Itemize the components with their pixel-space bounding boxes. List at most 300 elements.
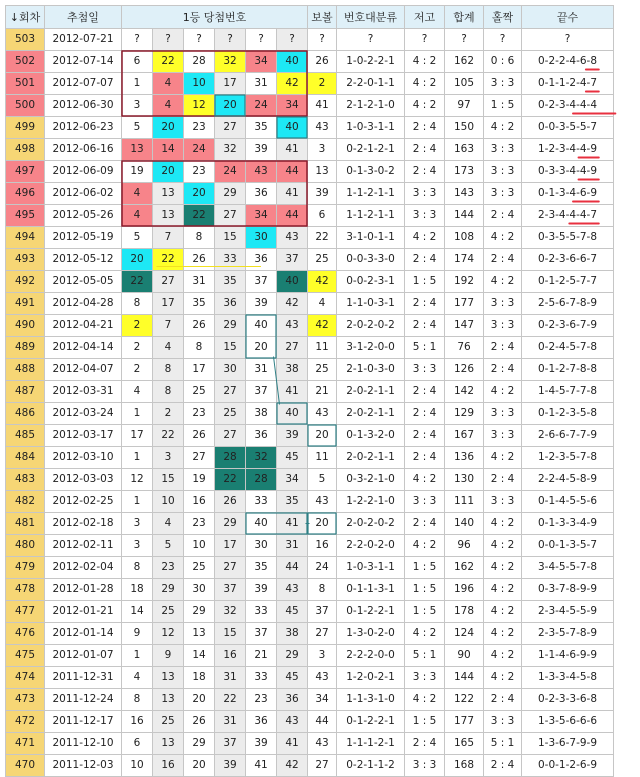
- winning-number-cell: 43: [246, 161, 277, 183]
- winning-number-cell: 41: [277, 513, 308, 535]
- sum-cell: 96: [445, 535, 484, 557]
- winning-number-cell: 25: [215, 403, 246, 425]
- round-cell: 501: [6, 73, 45, 95]
- odd-even-cell: 3 : 3: [484, 403, 522, 425]
- table-row[interactable]: [6, 447, 614, 469]
- distribution-cell: 0-1-2-2-1: [337, 711, 405, 733]
- winning-number-cell: 35: [246, 557, 277, 579]
- header-row: [6, 6, 614, 29]
- winning-number-cell: 4: [122, 667, 153, 689]
- winning-number-cell: 29: [215, 183, 246, 205]
- winning-number-cell: 20: [184, 689, 215, 711]
- odd-even-cell: ?: [484, 29, 522, 51]
- odd-even-cell: 5 : 1: [484, 733, 522, 755]
- winning-number-cell: 20: [122, 249, 153, 271]
- sum-cell: 140: [445, 513, 484, 535]
- winning-number-cell: 23: [184, 403, 215, 425]
- table-row[interactable]: [6, 579, 614, 601]
- distribution-cell: 2-2-0-2-0: [337, 535, 405, 557]
- winning-number-cell: 27: [184, 447, 215, 469]
- round-cell: 491: [6, 293, 45, 315]
- distribution-cell: 3-1-0-1-1: [337, 227, 405, 249]
- bonus-number-cell: 16: [308, 535, 337, 557]
- winning-number-cell: 23: [184, 513, 215, 535]
- winning-number-cell: 32: [215, 601, 246, 623]
- table-row[interactable]: [6, 623, 614, 645]
- sum-cell: 168: [445, 755, 484, 777]
- sum-cell: 143: [445, 183, 484, 205]
- winning-number-cell: 31: [246, 73, 277, 95]
- header-number-distribution[interactable]: 번호대분류: [337, 6, 405, 29]
- date-cell: 2012-06-16: [45, 139, 122, 161]
- sum-cell: 126: [445, 359, 484, 381]
- table-row[interactable]: [6, 645, 614, 667]
- winning-number-cell: 31: [246, 359, 277, 381]
- sum-cell: 122: [445, 689, 484, 711]
- bonus-number-cell: ?: [308, 29, 337, 51]
- winning-number-cell: 29: [184, 601, 215, 623]
- winning-number-cell: 21: [246, 645, 277, 667]
- bonus-number-cell: 5: [308, 469, 337, 491]
- last-digits-cell: 0-2-3-6-6-7: [522, 249, 614, 271]
- winning-number-cell: 29: [277, 645, 308, 667]
- round-cell: 502: [6, 51, 45, 73]
- winning-number-cell: 36: [246, 249, 277, 271]
- winning-number-cell: ?: [122, 29, 153, 51]
- table-row[interactable]: [6, 535, 614, 557]
- last-digits-cell: 0-3-3-4-4-9: [522, 161, 614, 183]
- winning-number-cell: 44: [277, 557, 308, 579]
- bonus-number-cell: 8: [308, 579, 337, 601]
- sum-cell: 177: [445, 293, 484, 315]
- sum-cell: 177: [445, 711, 484, 733]
- low-high-cell: 2 : 4: [405, 403, 445, 425]
- table-row[interactable]: [6, 601, 614, 623]
- table-row[interactable]: [6, 183, 614, 205]
- winning-number-cell: 4: [153, 513, 184, 535]
- sum-cell: 76: [445, 337, 484, 359]
- winning-number-cell: 4: [153, 337, 184, 359]
- distribution-cell: 1-1-3-1-0: [337, 689, 405, 711]
- sum-cell: 144: [445, 667, 484, 689]
- header-bonus[interactable]: 보볼: [308, 6, 337, 29]
- distribution-cell: 1-0-3-1-1: [337, 117, 405, 139]
- winning-number-cell: 30: [246, 227, 277, 249]
- last-digits-cell: 0-1-2-5-7-7: [522, 271, 614, 293]
- bonus-number-cell: 42: [308, 271, 337, 293]
- winning-number-cell: 15: [153, 469, 184, 491]
- winning-number-cell: 30: [246, 535, 277, 557]
- date-cell: 2012-02-04: [45, 557, 122, 579]
- winning-number-cell: 2: [153, 403, 184, 425]
- low-high-cell: 4 : 2: [405, 469, 445, 491]
- bonus-number-cell: 3: [308, 139, 337, 161]
- distribution-cell: 2-1-0-3-0: [337, 359, 405, 381]
- low-high-cell: 4 : 2: [405, 535, 445, 557]
- low-high-cell: 2 : 4: [405, 513, 445, 535]
- odd-even-cell: 4 : 2: [484, 645, 522, 667]
- winning-number-cell: 13: [153, 183, 184, 205]
- last-digits-cell: 0-2-4-5-7-8: [522, 337, 614, 359]
- odd-even-cell: 3 : 3: [484, 139, 522, 161]
- distribution-cell: 2-1-2-1-0: [337, 95, 405, 117]
- distribution-cell: 0-1-1-3-1: [337, 579, 405, 601]
- winning-number-cell: 42: [277, 293, 308, 315]
- last-digits-cell: 1-2-3-5-7-8: [522, 447, 614, 469]
- winning-number-cell: 33: [246, 667, 277, 689]
- table-row[interactable]: [6, 667, 614, 689]
- date-cell: 2012-07-14: [45, 51, 122, 73]
- winning-number-cell: 17: [184, 359, 215, 381]
- winning-number-cell: 20: [184, 183, 215, 205]
- winning-number-cell: 43: [277, 711, 308, 733]
- odd-even-cell: 4 : 2: [484, 579, 522, 601]
- winning-number-cell: 10: [184, 73, 215, 95]
- low-high-cell: 2 : 4: [405, 161, 445, 183]
- low-high-cell: 3 : 3: [405, 205, 445, 227]
- distribution-cell: 2-2-2-0-0: [337, 645, 405, 667]
- last-digits-cell: 0-1-1-2-4-7: [522, 73, 614, 95]
- winning-number-cell: 41: [277, 139, 308, 161]
- bonus-number-cell: 26: [308, 51, 337, 73]
- table-row[interactable]: [6, 293, 614, 315]
- winning-number-cell: 32: [215, 51, 246, 73]
- date-cell: 2012-01-28: [45, 579, 122, 601]
- bonus-number-cell: 27: [308, 623, 337, 645]
- winning-number-cell: 30: [184, 579, 215, 601]
- winning-number-cell: 31: [277, 535, 308, 557]
- table-row[interactable]: [6, 557, 614, 579]
- low-high-cell: 4 : 2: [405, 73, 445, 95]
- last-digits-cell: 0-2-3-4-4-4: [522, 95, 614, 117]
- winning-number-cell: 32: [215, 139, 246, 161]
- last-digits-cell: 2-3-4-5-5-9: [522, 601, 614, 623]
- winning-number-cell: 28: [215, 447, 246, 469]
- round-cell: 497: [6, 161, 45, 183]
- table-row[interactable]: [6, 513, 614, 535]
- table-row[interactable]: [6, 139, 614, 161]
- winning-number-cell: 23: [246, 689, 277, 711]
- date-cell: 2012-06-23: [45, 117, 122, 139]
- sum-cell: 167: [445, 425, 484, 447]
- low-high-cell: 2 : 4: [405, 117, 445, 139]
- winning-number-cell: 36: [277, 689, 308, 711]
- winning-number-cell: 15: [215, 337, 246, 359]
- winning-number-cell: 35: [184, 293, 215, 315]
- table-row[interactable]: [6, 755, 614, 777]
- distribution-cell: 1-0-3-1-1: [337, 557, 405, 579]
- winning-number-cell: 2: [122, 315, 153, 337]
- winning-number-cell: 39: [246, 579, 277, 601]
- last-digits-cell: 2-3-5-7-8-9: [522, 623, 614, 645]
- header-last-digits[interactable]: 끝수: [522, 6, 614, 29]
- winning-number-cell: 37: [215, 579, 246, 601]
- header-winning-numbers[interactable]: 1등 당첨번호: [122, 6, 308, 29]
- winning-number-cell: 4: [122, 381, 153, 403]
- low-high-cell: 2 : 4: [405, 733, 445, 755]
- winning-number-cell: 34: [246, 205, 277, 227]
- distribution-cell: 0-1-3-0-2: [337, 161, 405, 183]
- table-row[interactable]: [6, 73, 614, 95]
- bonus-number-cell: 34: [308, 689, 337, 711]
- round-cell: 492: [6, 271, 45, 293]
- bonus-number-cell: 25: [308, 249, 337, 271]
- winning-number-cell: 20: [246, 337, 277, 359]
- odd-even-cell: 2 : 4: [484, 359, 522, 381]
- winning-number-cell: 43: [277, 579, 308, 601]
- last-digits-cell: 0-0-3-5-5-7: [522, 117, 614, 139]
- distribution-cell: 1-0-2-2-1: [337, 51, 405, 73]
- winning-number-cell: 26: [184, 315, 215, 337]
- odd-even-cell: 2 : 4: [484, 249, 522, 271]
- low-high-cell: 2 : 4: [405, 293, 445, 315]
- winning-number-cell: 38: [277, 359, 308, 381]
- round-cell: 481: [6, 513, 45, 535]
- odd-even-cell: 3 : 3: [484, 161, 522, 183]
- winning-number-cell: 39: [246, 293, 277, 315]
- table-row[interactable]: [6, 711, 614, 733]
- odd-even-cell: 4 : 2: [484, 447, 522, 469]
- winning-number-cell: ?: [215, 29, 246, 51]
- bonus-number-cell: 39: [308, 183, 337, 205]
- date-cell: 2011-12-31: [45, 667, 122, 689]
- bonus-number-cell: 43: [308, 667, 337, 689]
- table-row[interactable]: [6, 733, 614, 755]
- winning-number-cell: 7: [153, 227, 184, 249]
- winning-number-cell: 37: [246, 381, 277, 403]
- table-row[interactable]: [6, 491, 614, 513]
- low-high-cell: 2 : 4: [405, 425, 445, 447]
- winning-number-cell: 34: [246, 51, 277, 73]
- winning-number-cell: 35: [246, 117, 277, 139]
- round-cell: 482: [6, 491, 45, 513]
- winning-number-cell: 8: [184, 337, 215, 359]
- last-digits-cell: 0-2-3-6-7-9: [522, 315, 614, 337]
- winning-number-cell: 8: [153, 381, 184, 403]
- round-cell: 475: [6, 645, 45, 667]
- round-cell: 496: [6, 183, 45, 205]
- winning-number-cell: 9: [122, 623, 153, 645]
- winning-number-cell: 29: [153, 579, 184, 601]
- odd-even-cell: 4 : 2: [484, 601, 522, 623]
- bonus-number-cell: 2: [308, 73, 337, 95]
- winning-number-cell: 13: [153, 689, 184, 711]
- winning-number-cell: 2: [122, 359, 153, 381]
- winning-number-cell: 3: [153, 447, 184, 469]
- winning-number-cell: 20: [184, 755, 215, 777]
- distribution-cell: 0-1-3-2-0: [337, 425, 405, 447]
- date-cell: 2011-12-24: [45, 689, 122, 711]
- bonus-number-cell: 25: [308, 359, 337, 381]
- date-cell: 2012-04-14: [45, 337, 122, 359]
- distribution-cell: ?: [337, 29, 405, 51]
- sum-cell: 192: [445, 271, 484, 293]
- winning-number-cell: 45: [277, 447, 308, 469]
- winning-number-cell: 27: [215, 205, 246, 227]
- winning-number-cell: 40: [246, 513, 277, 535]
- low-high-cell: 1 : 5: [405, 579, 445, 601]
- last-digits-cell: 1-3-3-4-5-8: [522, 667, 614, 689]
- bonus-number-cell: 24: [308, 557, 337, 579]
- table-row[interactable]: [6, 337, 614, 359]
- date-cell: 2012-06-02: [45, 183, 122, 205]
- table-row[interactable]: [6, 271, 614, 293]
- winning-number-cell: 22: [153, 51, 184, 73]
- table-row[interactable]: [6, 117, 614, 139]
- winning-number-cell: 17: [215, 535, 246, 557]
- winning-number-cell: 36: [246, 711, 277, 733]
- winning-number-cell: 26: [184, 711, 215, 733]
- date-cell: 2012-04-21: [45, 315, 122, 337]
- winning-number-cell: 5: [122, 117, 153, 139]
- winning-number-cell: 16: [184, 491, 215, 513]
- odd-even-cell: 2 : 4: [484, 689, 522, 711]
- header-date[interactable]: 추첨일: [45, 6, 122, 29]
- distribution-cell: 1-1-1-2-1: [337, 733, 405, 755]
- table-row[interactable]: [6, 469, 614, 491]
- bonus-number-cell: 20: [308, 513, 337, 535]
- winning-number-cell: 20: [153, 117, 184, 139]
- last-digits-cell: 2-3-4-4-4-7: [522, 205, 614, 227]
- date-cell: 2012-06-30: [45, 95, 122, 117]
- last-digits-cell: 1-3-6-7-9-9: [522, 733, 614, 755]
- low-high-cell: 1 : 5: [405, 711, 445, 733]
- round-cell: 499: [6, 117, 45, 139]
- sum-cell: 144: [445, 205, 484, 227]
- sum-cell: 108: [445, 227, 484, 249]
- distribution-cell: 2-0-2-1-1: [337, 447, 405, 469]
- table-row[interactable]: [6, 403, 614, 425]
- sum-cell: 162: [445, 51, 484, 73]
- sum-cell: 90: [445, 645, 484, 667]
- low-high-cell: 1 : 5: [405, 557, 445, 579]
- low-high-cell: 5 : 1: [405, 645, 445, 667]
- header-odd-even[interactable]: 홀짝: [484, 6, 522, 29]
- round-cell: 487: [6, 381, 45, 403]
- winning-number-cell: 8: [122, 557, 153, 579]
- header-low-high[interactable]: 저고: [405, 6, 445, 29]
- winning-number-cell: 29: [184, 733, 215, 755]
- winning-number-cell: 27: [277, 337, 308, 359]
- winning-number-cell: 22: [153, 249, 184, 271]
- bonus-number-cell: 43: [308, 117, 337, 139]
- date-cell: 2012-05-26: [45, 205, 122, 227]
- odd-even-cell: 2 : 4: [484, 205, 522, 227]
- round-cell: 485: [6, 425, 45, 447]
- odd-even-cell: 4 : 2: [484, 535, 522, 557]
- winning-number-cell: 39: [246, 139, 277, 161]
- winning-number-cell: 41: [277, 183, 308, 205]
- bonus-number-cell: 20: [308, 425, 337, 447]
- date-cell: 2012-05-19: [45, 227, 122, 249]
- odd-even-cell: 3 : 3: [484, 315, 522, 337]
- date-cell: 2012-03-24: [45, 403, 122, 425]
- header-round[interactable]: ↓회차: [6, 6, 45, 29]
- winning-number-cell: 45: [277, 601, 308, 623]
- winning-number-cell: 14: [184, 645, 215, 667]
- round-cell: 488: [6, 359, 45, 381]
- winning-number-cell: 13: [122, 139, 153, 161]
- low-high-cell: ?: [405, 29, 445, 51]
- table-row[interactable]: [6, 227, 614, 249]
- table-row[interactable]: [6, 249, 614, 271]
- distribution-cell: 2-0-2-0-2: [337, 513, 405, 535]
- winning-number-cell: 22: [153, 425, 184, 447]
- low-high-cell: 3 : 3: [405, 755, 445, 777]
- winning-number-cell: 40: [277, 51, 308, 73]
- round-cell: 473: [6, 689, 45, 711]
- bonus-number-cell: 42: [308, 315, 337, 337]
- table-row[interactable]: [6, 689, 614, 711]
- winning-number-cell: 1: [122, 73, 153, 95]
- table-row[interactable]: [6, 425, 614, 447]
- round-cell: 474: [6, 667, 45, 689]
- header-sum[interactable]: 합계: [445, 6, 484, 29]
- winning-number-cell: 23: [184, 161, 215, 183]
- winning-number-cell: 23: [184, 117, 215, 139]
- winning-number-cell: 6: [122, 733, 153, 755]
- distribution-cell: 1-2-0-2-1: [337, 667, 405, 689]
- odd-even-cell: 4 : 2: [484, 623, 522, 645]
- last-digits-cell: 0-1-3-4-6-9: [522, 183, 614, 205]
- table-row[interactable]: [6, 205, 614, 227]
- odd-even-cell: 4 : 2: [484, 513, 522, 535]
- last-digits-cell: 2-5-6-7-8-9: [522, 293, 614, 315]
- date-cell: 2012-03-31: [45, 381, 122, 403]
- odd-even-cell: 2 : 4: [484, 469, 522, 491]
- winning-number-cell: 15: [215, 623, 246, 645]
- table-row[interactable]: [6, 95, 614, 117]
- odd-even-cell: 4 : 2: [484, 557, 522, 579]
- low-high-cell: 2 : 4: [405, 249, 445, 271]
- round-cell: 495: [6, 205, 45, 227]
- distribution-cell: 0-0-3-3-0: [337, 249, 405, 271]
- winning-number-cell: 15: [215, 227, 246, 249]
- last-digits-cell: 0-1-2-3-5-8: [522, 403, 614, 425]
- sum-cell: 97: [445, 95, 484, 117]
- table-row[interactable]: [6, 381, 614, 403]
- bonus-number-cell: 21: [308, 381, 337, 403]
- winning-number-cell: 40: [277, 271, 308, 293]
- date-cell: 2012-01-21: [45, 601, 122, 623]
- sum-cell: 124: [445, 623, 484, 645]
- winning-number-cell: 43: [277, 315, 308, 337]
- table-row[interactable]: [6, 161, 614, 183]
- winning-number-cell: 35: [215, 271, 246, 293]
- round-cell: 479: [6, 557, 45, 579]
- table-row[interactable]: [6, 51, 614, 73]
- winning-number-cell: 4: [122, 205, 153, 227]
- winning-number-cell: 8: [122, 293, 153, 315]
- winning-number-cell: 31: [215, 667, 246, 689]
- winning-number-cell: 42: [277, 755, 308, 777]
- low-high-cell: 3 : 3: [405, 491, 445, 513]
- table-row[interactable]: [6, 359, 614, 381]
- winning-number-cell: 37: [277, 249, 308, 271]
- odd-even-cell: 2 : 4: [484, 755, 522, 777]
- round-cell: 478: [6, 579, 45, 601]
- round-cell: 477: [6, 601, 45, 623]
- table-row[interactable]: [6, 29, 614, 51]
- winning-number-cell: 3: [122, 513, 153, 535]
- winning-number-cell: 27: [215, 557, 246, 579]
- winning-number-cell: 36: [246, 425, 277, 447]
- winning-number-cell: 39: [277, 425, 308, 447]
- winning-number-cell: 14: [153, 139, 184, 161]
- distribution-cell: 0-0-2-3-1: [337, 271, 405, 293]
- low-high-cell: 1 : 5: [405, 271, 445, 293]
- table-row[interactable]: [6, 315, 614, 337]
